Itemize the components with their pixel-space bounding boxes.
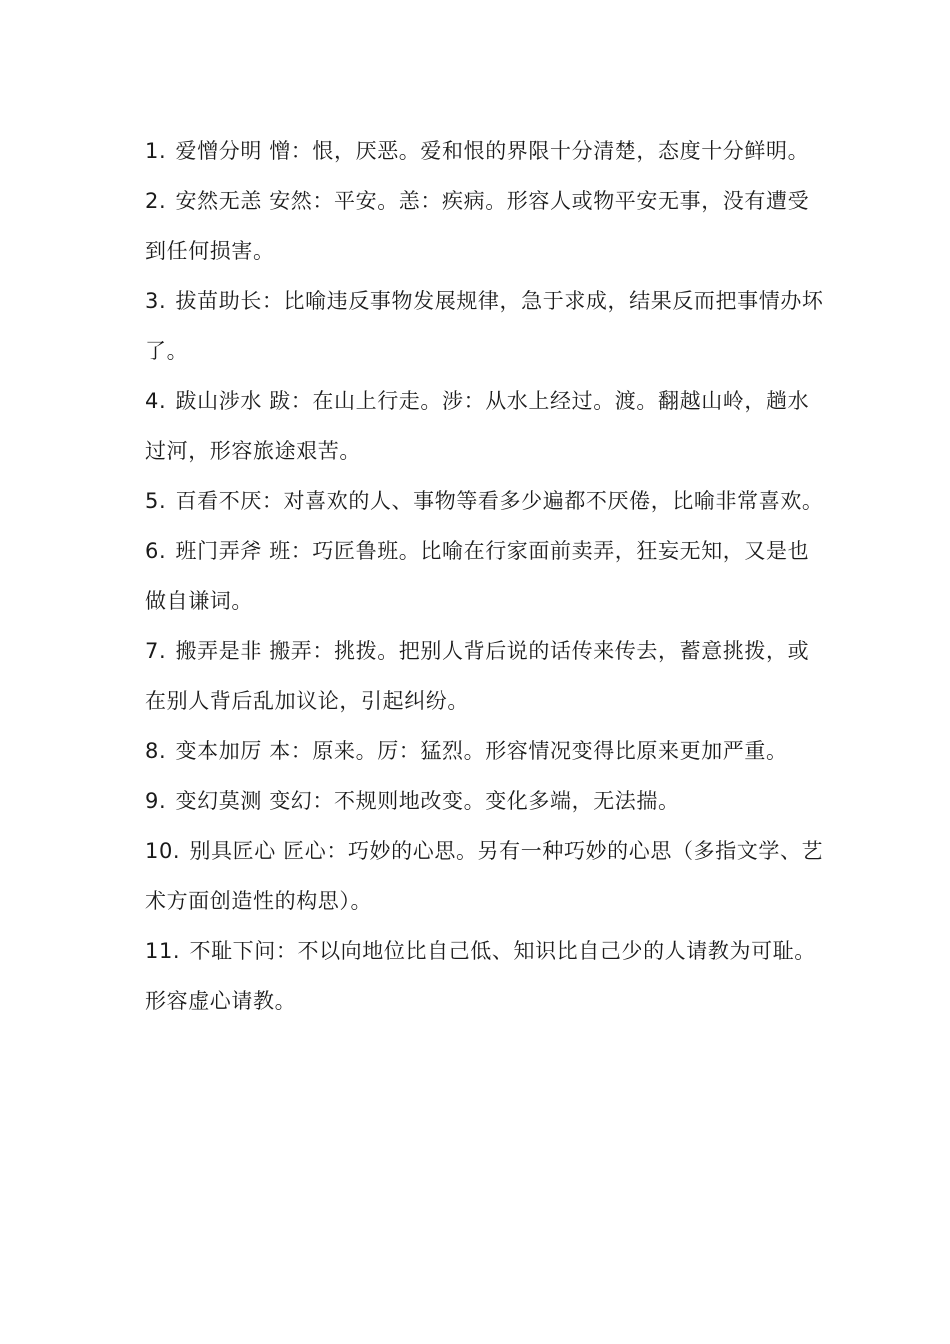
item-text: 安然无恙 安然：平安。恙：疾病。形容人或物平安无事，没有遭受到任何损害。 [145,189,810,263]
list-item [145,476,825,526]
item-text: 拔苗助长：比喻违反事物发展规律，急于求成，结果反而把事情办坏了。 [145,289,824,363]
list-item [145,826,825,926]
item-number: 1. [145,139,167,163]
item-number: 6. [145,539,167,563]
item-number: 4. [145,389,167,413]
list-item [145,926,825,1026]
item-text: 变本加厉 本：原来。厉：猛烈。形容情况变得比原来更加严重。 [175,739,788,763]
item-text: 爱憎分明 憎：恨，厌恶。爱和恨的界限十分清楚，态度十分鲜明。 [175,139,810,163]
item-number: 11. [145,939,181,963]
item-number: 9. [145,789,167,813]
item-number: 2. [145,189,167,213]
item-number: 10. [145,839,181,863]
list-item [145,276,825,376]
item-text: 变幻莫测 变幻：不规则地改变。变化多端，无法揣。 [175,789,680,813]
item-number: 3. [145,289,167,313]
item-text: 别具匠心 匠心：巧妙的心思。另有一种巧妙的心思（多指文学、艺术方面创造性的构思）。 [145,839,824,913]
list-item [145,176,825,276]
item-text: 不耻下问：不以向地位比自己低、知识比自己少的人请教为可耻。形容虚心请教。 [145,939,816,1013]
item-number: 8. [145,739,167,763]
idiom-list [145,126,825,1026]
list-item [145,526,825,626]
list-item [145,376,825,476]
list-item [145,626,825,726]
item-text: 班门弄斧 班：巧匠鲁班。比喻在行家面前卖弄，狂妄无知，又是也做自谦词。 [145,539,810,613]
item-number: 7. [145,639,167,663]
list-item [145,776,825,826]
item-text: 百看不厌：对喜欢的人、事物等看多少遍都不厌倦，比喻非常喜欢。 [175,489,824,513]
item-text: 跋山涉水 跋：在山上行走。涉：从水上经过。渡。翻越山岭，趟水过河，形容旅途艰苦。 [145,389,810,463]
item-number: 5. [145,489,167,513]
list-item [145,726,825,776]
list-item [145,126,825,176]
item-text: 搬弄是非 搬弄：挑拨。把别人背后说的话传来传去，蓄意挑拨，或在别人背后乱加议论，引起纠纷。 [145,639,810,713]
